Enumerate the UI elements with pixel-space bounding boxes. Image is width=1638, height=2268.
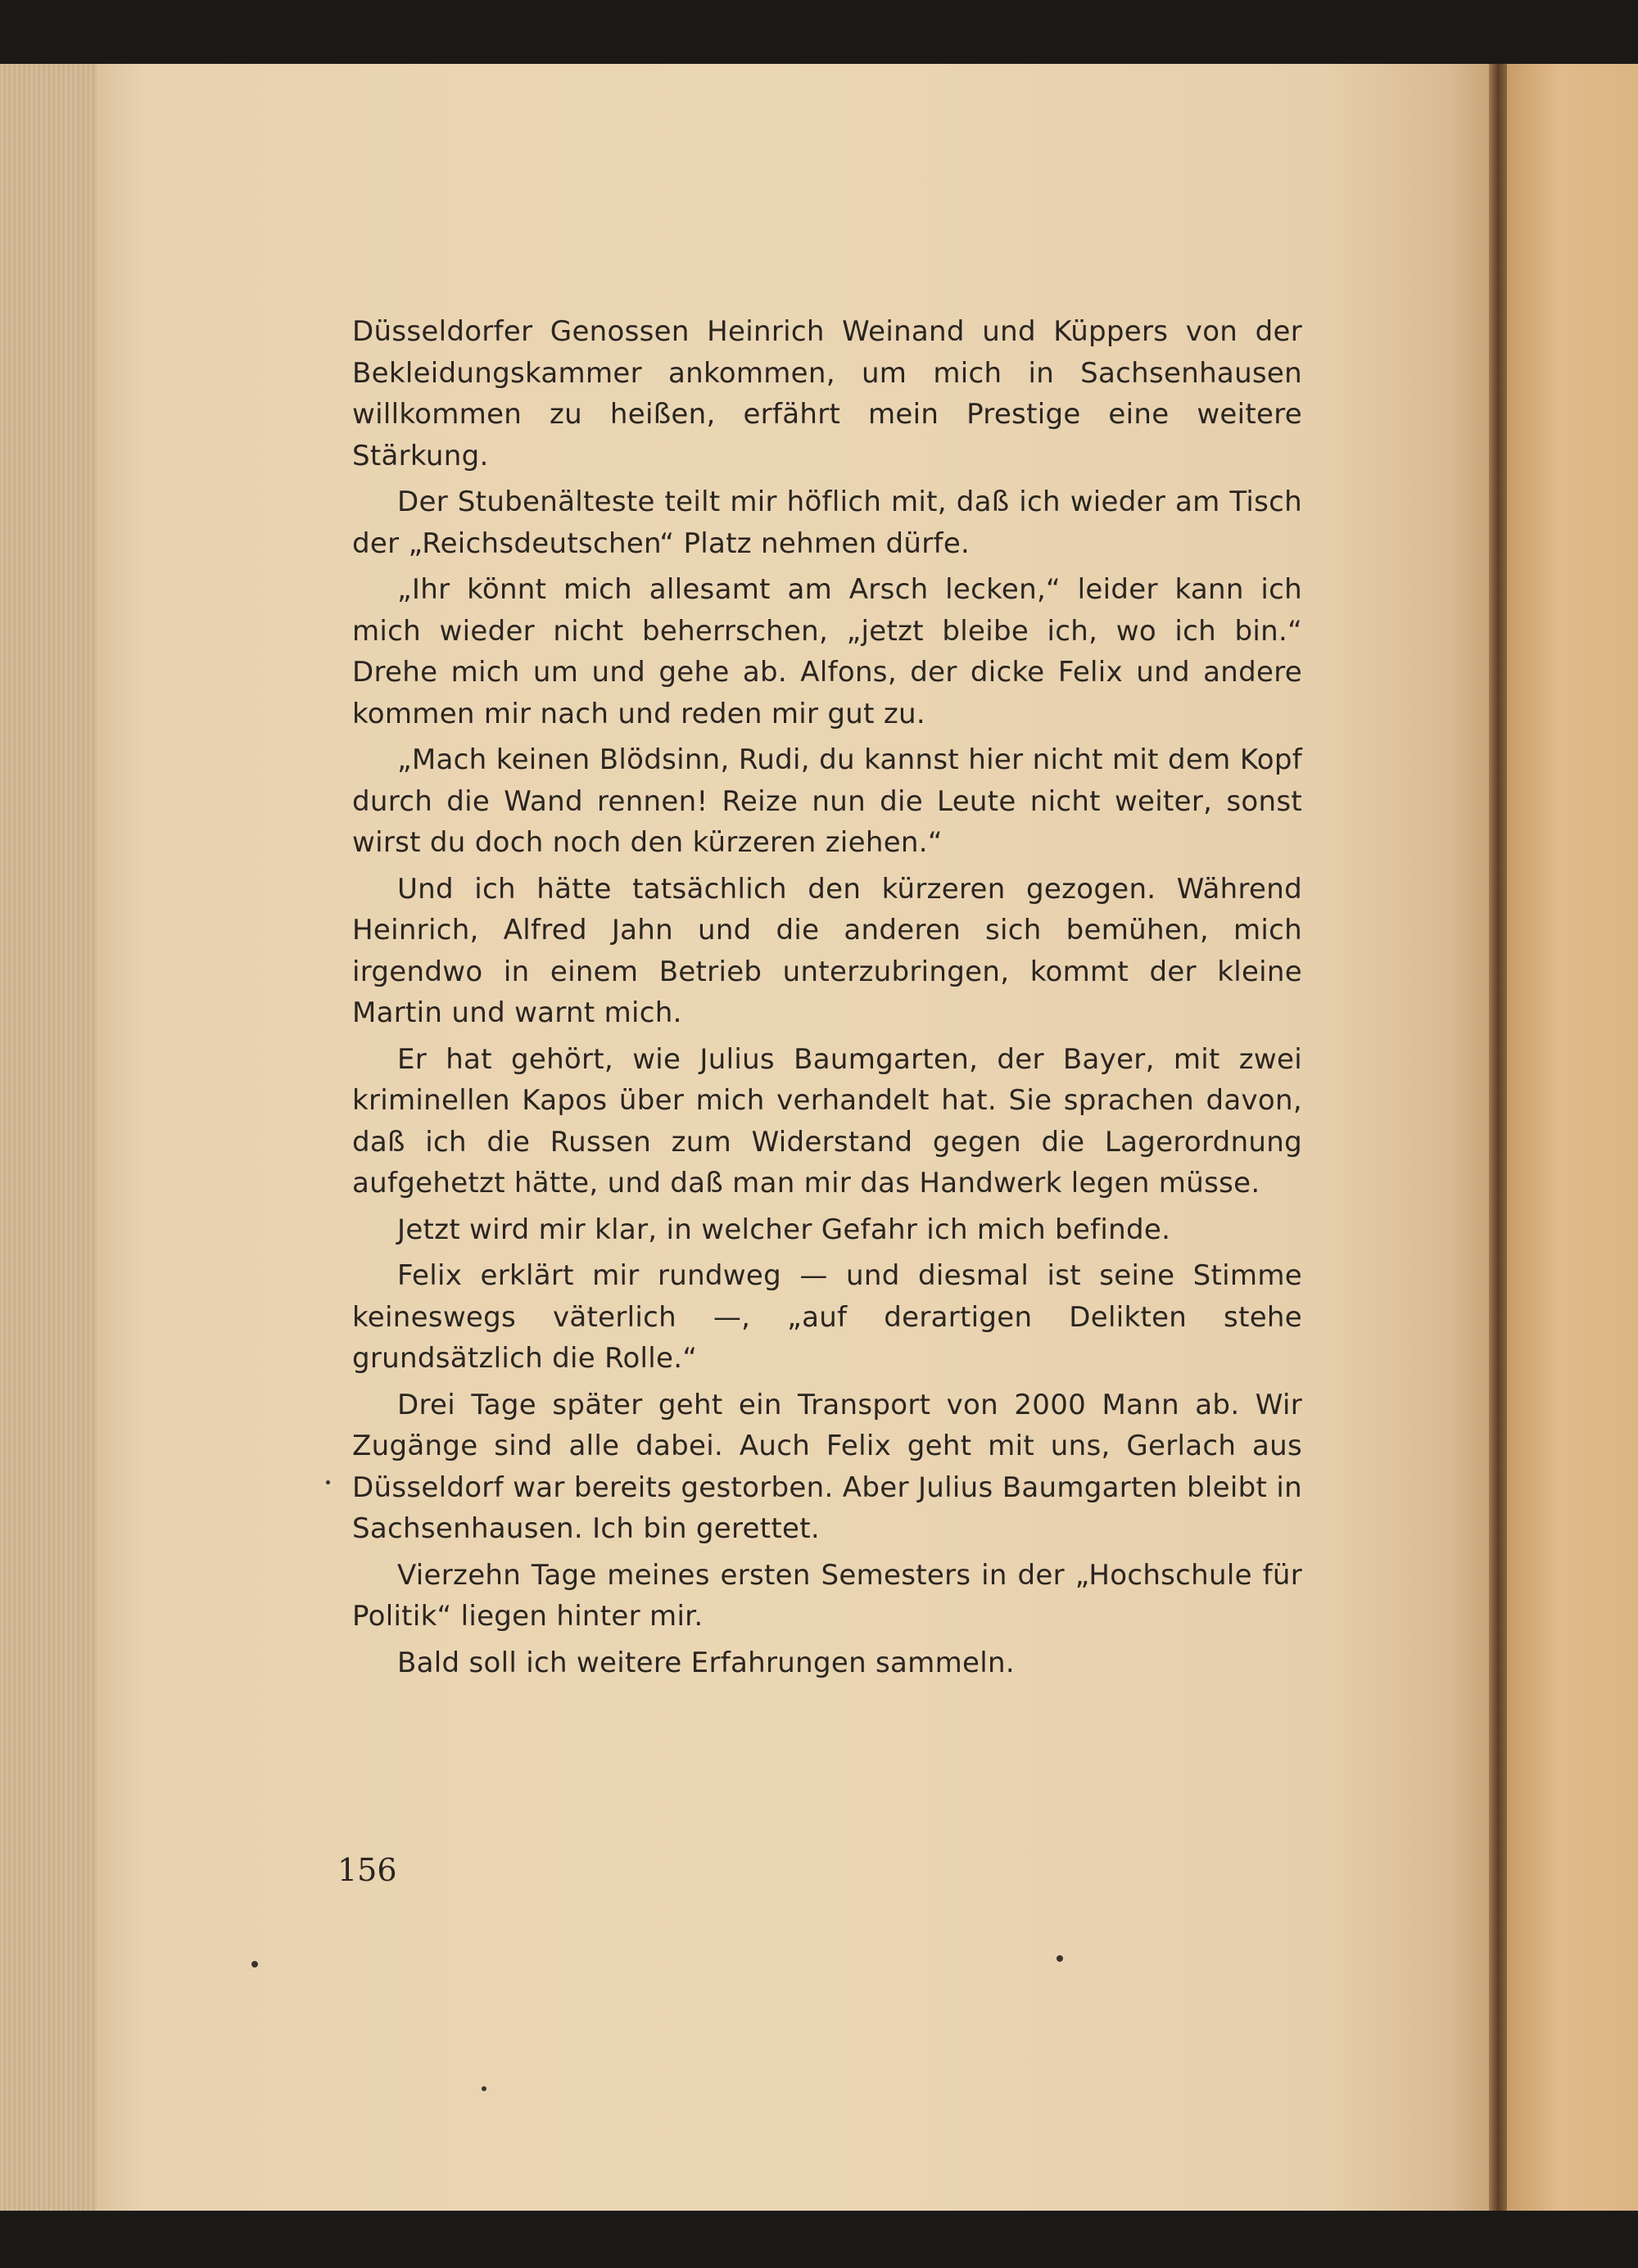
book-gutter: [1489, 64, 1507, 2211]
paper-speck: [326, 1480, 330, 1484]
paragraph-11: Bald soll ich weitere Erfahrungen sammeln.: [397, 1646, 1015, 1679]
page-number: 156: [337, 1852, 397, 1888]
paper-speck: [482, 2086, 486, 2091]
paragraph-10: Vierzehn Tage meines ersten Semesters in der „Hochschule für Politik“ liegen hinter mir.: [352, 1558, 1302, 1633]
body-text: [352, 311, 1302, 1688]
scan-top-border: [0, 0, 1638, 64]
paragraph-8: Felix erklärt mir rundweg — und diesmal ist seine Stimme keineswegs väterlich —, „auf derartigen Delikten stehe grundsätzlich die Rolle.“: [352, 1259, 1302, 1375]
paragraph-6: Er hat gehört, wie Julius Baumgarten, der Bayer, mit zwei kriminellen Kapos über mich verhandelt hat. Sie sprachen davon, daß ich die Russen zum Widerstand gegen die Lagerordnung aufgehetzt hätte, und daß man mir das Handwerk legen müsse.: [352, 1042, 1302, 1200]
paragraph-3: „Ihr könnt mich allesamt am Arsch lecken,“ leider kann ich mich wieder nicht beherrschen, „jetzt bleibe ich, wo ich bin.“ Drehe mich um und gehe ab. Alfons, der dicke Felix und andere kommen mir nach und reden mir gut zu.: [352, 573, 1302, 730]
scan-bottom-border: [0, 2211, 1638, 2268]
paragraph-2: Der Stubenälteste teilt mir höflich mit, daß ich wieder am Tisch der „Reichsdeutschen“ Platz nehmen dürfe.: [352, 486, 1302, 560]
paper-speck: [251, 1961, 258, 1968]
paragraph-4: „Mach keinen Blödsinn, Rudi, du kannst hier nicht mit dem Kopf durch die Wand rennen! Reize nun die Leute nicht weiter, sonst wirst du doch noch den kürzeren ziehen.“: [352, 743, 1302, 859]
book-page-edges: [0, 64, 97, 2211]
paper-speck: [1057, 1955, 1063, 1962]
paragraph-7: Jetzt wird mir klar, in welcher Gefahr ich mich befinde.: [397, 1213, 1171, 1246]
facing-page-edge: [1507, 64, 1638, 2211]
paragraph-1: Düsseldorfer Genossen Heinrich Weinand und Küppers von der Bekleidungskammer ankommen, um mich in Sachsenhausen willkommen zu heißen, erfährt mein Prestige eine weitere Stärkung.: [352, 315, 1302, 472]
paragraph-9: Drei Tage später geht ein Transport von 2000 Mann ab. Wir Zugänge sind alle dabei. Auch Felix geht mit uns, Gerlach aus Düsseldorf war bereits gestorben. Aber Julius Baumgarten bleibt in Sachsenhausen. Ich bin gerettet.: [352, 1388, 1302, 1545]
paragraph-5: Und ich hätte tatsächlich den kürzeren gezogen. Während Heinrich, Alfred Jahn und die anderen sich bemühen, mich irgendwo in einem Betrieb unterzubringen, kommt der kleine Martin und warnt mich.: [352, 872, 1302, 1029]
